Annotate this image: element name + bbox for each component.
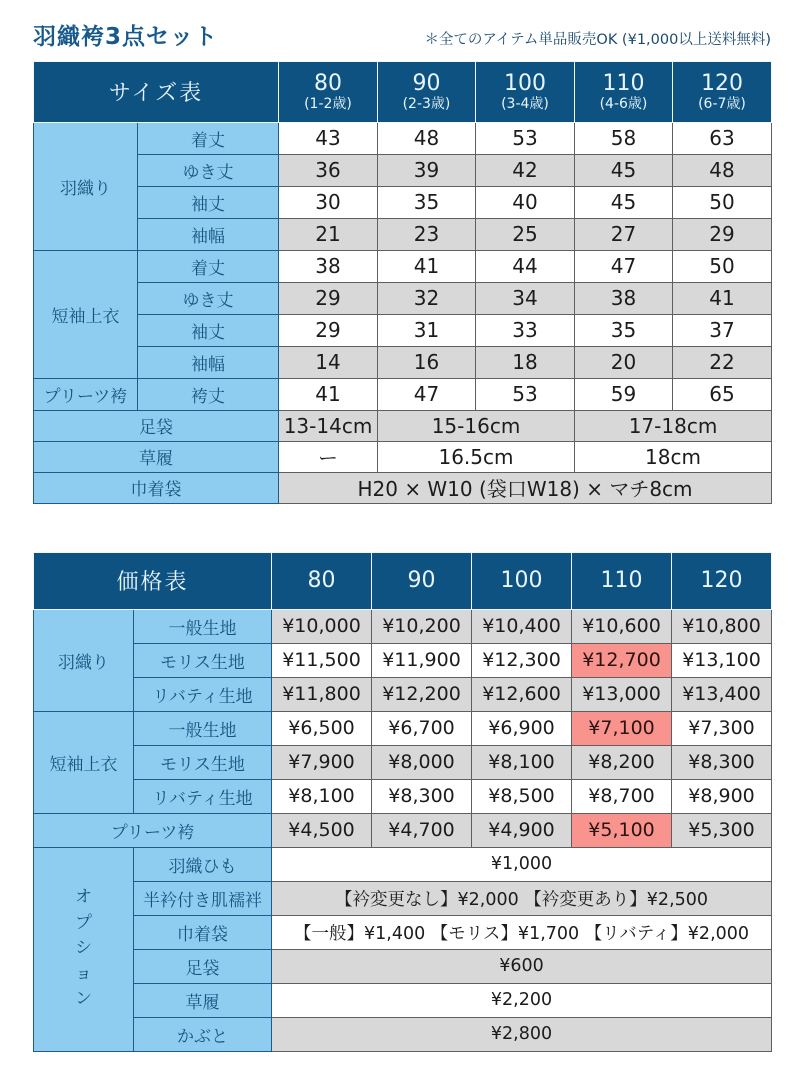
size-col-header-110 — [575, 61, 673, 122]
price-value: ¥6,700 — [372, 711, 472, 745]
price-value: ¥4,900 — [472, 813, 572, 847]
size-value: 48 — [673, 154, 772, 186]
table-row — [34, 983, 772, 1017]
size-value: 45 — [575, 154, 673, 186]
size-value: 25 — [476, 218, 575, 250]
size-value: 44 — [476, 250, 575, 282]
size-header-row — [34, 61, 772, 122]
size-table — [33, 61, 772, 504]
price-col-header-110: 110 — [572, 552, 672, 609]
price-value: ¥8,100 — [472, 745, 572, 779]
table-row — [34, 250, 772, 282]
row-label: 足袋 — [134, 949, 272, 983]
size-value: 13-14cm — [279, 410, 378, 441]
table-row — [34, 441, 772, 472]
table-row — [34, 779, 772, 813]
size-value: 29 — [673, 218, 772, 250]
size-value: 18 — [476, 346, 575, 378]
table-row — [34, 813, 772, 847]
price-value: ¥8,500 — [472, 779, 572, 813]
group-label-hakama: プリーツ袴 — [34, 378, 138, 410]
price-table-title: 価格表 — [34, 552, 272, 609]
group-label-uwagi: 短袖上衣 — [34, 250, 138, 378]
size-value: 53 — [476, 122, 575, 154]
size-value: 15-16cm — [378, 410, 575, 441]
size-value: 43 — [279, 122, 378, 154]
size-value: 23 — [378, 218, 476, 250]
price-value-highlighted: ¥12,700 — [572, 643, 672, 677]
price-value: ¥11,800 — [272, 677, 372, 711]
row-label: 一般生地 — [134, 711, 272, 745]
price-value: ¥4,700 — [372, 813, 472, 847]
size-value: 18cm — [575, 441, 772, 472]
table-row — [34, 915, 772, 949]
option-price-value: 【衿変更なし】¥2,000 【衿変更あり】¥2,500 — [272, 881, 772, 915]
price-value: ¥13,000 — [572, 677, 672, 711]
row-label: 袖幅 — [138, 218, 279, 250]
price-value: ¥8,000 — [372, 745, 472, 779]
size-col-number: 100 — [504, 70, 546, 96]
option-price-value: 【一般】¥1,400 【モリス】¥1,700 【リバティ】¥2,000 — [272, 915, 772, 949]
size-value: 47 — [575, 250, 673, 282]
size-col-age: (4-6歳) — [599, 96, 648, 113]
option-price-value: ¥2,800 — [272, 1017, 772, 1051]
table-row — [34, 186, 772, 218]
size-col-header-90 — [378, 61, 476, 122]
size-col-number: 90 — [412, 70, 441, 96]
size-col-number: 120 — [701, 70, 743, 96]
price-value: ¥13,100 — [672, 643, 772, 677]
size-value: 40 — [476, 186, 575, 218]
size-value: 14 — [279, 346, 378, 378]
price-value: ¥7,300 — [672, 711, 772, 745]
price-value: ¥8,300 — [372, 779, 472, 813]
row-label: 半衿付き肌襦袢 — [134, 881, 272, 915]
size-value: 38 — [575, 282, 673, 314]
price-value: ¥10,800 — [672, 609, 772, 643]
size-value: 16 — [378, 346, 476, 378]
size-value: 20 — [575, 346, 673, 378]
price-value: ¥12,300 — [472, 643, 572, 677]
row-label: 着丈 — [138, 250, 279, 282]
price-value-highlighted: ¥5,100 — [572, 813, 672, 847]
row-label-tabi: 足袋 — [34, 410, 279, 441]
size-col-header-80 — [279, 61, 378, 122]
size-value: 63 — [673, 122, 772, 154]
price-value: ¥11,500 — [272, 643, 372, 677]
row-label: モリス生地 — [134, 745, 272, 779]
row-label: リバティ生地 — [134, 677, 272, 711]
row-label: ゆき丈 — [138, 282, 279, 314]
price-value: ¥8,700 — [572, 779, 672, 813]
group-label-haori: 羽織り — [34, 122, 138, 250]
row-label-pleats-hakama: プリーツ袴 — [34, 813, 272, 847]
row-label-kinchaku: 巾着袋 — [34, 472, 279, 503]
price-value-highlighted: ¥7,100 — [572, 711, 672, 745]
table-row — [34, 745, 772, 779]
size-value: 41 — [378, 250, 476, 282]
table-row — [34, 881, 772, 915]
row-label: 袖幅 — [138, 346, 279, 378]
size-value: 35 — [378, 186, 476, 218]
size-value: 22 — [673, 346, 772, 378]
size-value: 41 — [673, 282, 772, 314]
size-value: 29 — [279, 314, 378, 346]
size-value: 21 — [279, 218, 378, 250]
size-value: 30 — [279, 186, 378, 218]
size-col-age: (6-7歳) — [698, 96, 746, 113]
table-row — [34, 122, 772, 154]
size-col-age: (3-4歳) — [501, 96, 549, 113]
price-value: ¥8,300 — [672, 745, 772, 779]
row-label: 袖丈 — [138, 314, 279, 346]
size-value: 48 — [378, 122, 476, 154]
row-label: モリス生地 — [134, 643, 272, 677]
size-value: 42 — [476, 154, 575, 186]
option-price-value: ¥2,200 — [272, 983, 772, 1017]
size-value: 50 — [673, 186, 772, 218]
table-row — [34, 847, 772, 881]
table-row — [34, 378, 772, 410]
group-label-options: オ プ シ ョ ン — [34, 847, 134, 1051]
row-label: かぶと — [134, 1017, 272, 1051]
price-value: ¥4,500 — [272, 813, 372, 847]
price-value: ¥10,000 — [272, 609, 372, 643]
row-label: 羽織ひも — [134, 847, 272, 881]
price-header-row — [34, 552, 772, 609]
row-label: 着丈 — [138, 122, 279, 154]
table-row — [34, 643, 772, 677]
size-value: 32 — [378, 282, 476, 314]
price-value: ¥12,600 — [472, 677, 572, 711]
row-label: 袖丈 — [138, 186, 279, 218]
table-row — [34, 609, 772, 643]
size-value: 35 — [575, 314, 673, 346]
size-value: 38 — [279, 250, 378, 282]
page-title: 羽織袴3点セット — [33, 24, 219, 50]
table-row — [34, 346, 772, 378]
price-value: ¥8,900 — [672, 779, 772, 813]
table-row — [34, 410, 772, 441]
size-value: 65 — [673, 378, 772, 410]
price-col-header-90: 90 — [372, 552, 472, 609]
row-label: 巾着袋 — [134, 915, 272, 949]
size-value: 16.5cm — [378, 441, 575, 472]
top-bar — [33, 0, 771, 52]
size-col-header-120 — [673, 61, 772, 122]
size-value: 33 — [476, 314, 575, 346]
row-label: リバティ生地 — [134, 779, 272, 813]
table-row — [34, 282, 772, 314]
table-row — [34, 154, 772, 186]
table-row — [34, 677, 772, 711]
size-value: 29 — [279, 282, 378, 314]
price-value: ¥6,500 — [272, 711, 372, 745]
size-value: 59 — [575, 378, 673, 410]
size-value: 45 — [575, 186, 673, 218]
size-value: 37 — [673, 314, 772, 346]
size-col-number: 80 — [314, 70, 342, 96]
row-label: 草履 — [134, 983, 272, 1017]
group-label-uwagi: 短袖上衣 — [34, 711, 134, 813]
row-label: 一般生地 — [134, 609, 272, 643]
price-value: ¥11,900 — [372, 643, 472, 677]
size-col-age: (2-3歳) — [402, 96, 451, 113]
size-value: 39 — [378, 154, 476, 186]
size-value: 31 — [378, 314, 476, 346]
table-row — [34, 218, 772, 250]
size-value: 58 — [575, 122, 673, 154]
group-label-haori: 羽織り — [34, 609, 134, 711]
price-table — [33, 552, 772, 1052]
size-col-number: 110 — [602, 70, 645, 96]
size-value: 53 — [476, 378, 575, 410]
price-value: ¥10,400 — [472, 609, 572, 643]
size-value: 50 — [673, 250, 772, 282]
price-value: ¥10,600 — [572, 609, 672, 643]
row-label: ゆき丈 — [138, 154, 279, 186]
row-label-zori: 草履 — [34, 441, 279, 472]
size-value: 34 — [476, 282, 575, 314]
price-value: ¥6,900 — [472, 711, 572, 745]
table-row — [34, 314, 772, 346]
sale-note: ＊全てのアイテム単品販売OK (¥1,000以上送料無料) — [424, 31, 771, 48]
price-value: ¥10,200 — [372, 609, 472, 643]
price-value: ¥12,200 — [372, 677, 472, 711]
option-price-value: ¥600 — [272, 949, 772, 983]
size-value: H20 × W10 (袋口W18) × マチ8cm — [279, 472, 772, 503]
size-value: 47 — [378, 378, 476, 410]
price-value: ¥8,200 — [572, 745, 672, 779]
size-value: ー — [279, 441, 378, 472]
price-col-header-120: 120 — [672, 552, 772, 609]
price-value: ¥13,400 — [672, 677, 772, 711]
price-value: ¥7,900 — [272, 745, 372, 779]
price-value: ¥8,100 — [272, 779, 372, 813]
price-col-header-100: 100 — [472, 552, 572, 609]
size-value: 27 — [575, 218, 673, 250]
price-value: ¥5,300 — [672, 813, 772, 847]
size-value: 36 — [279, 154, 378, 186]
size-table-title: サイズ表 — [34, 61, 279, 122]
row-label: 袴丈 — [138, 378, 279, 410]
table-row — [34, 711, 772, 745]
size-col-header-100 — [476, 61, 575, 122]
size-value: 41 — [279, 378, 378, 410]
option-price-value: ¥1,000 — [272, 847, 772, 881]
size-col-age: (1-2歳) — [304, 96, 352, 113]
price-col-header-80: 80 — [272, 552, 372, 609]
table-row — [34, 949, 772, 983]
table-row — [34, 472, 772, 503]
size-value: 17-18cm — [575, 410, 772, 441]
table-row — [34, 1017, 772, 1051]
